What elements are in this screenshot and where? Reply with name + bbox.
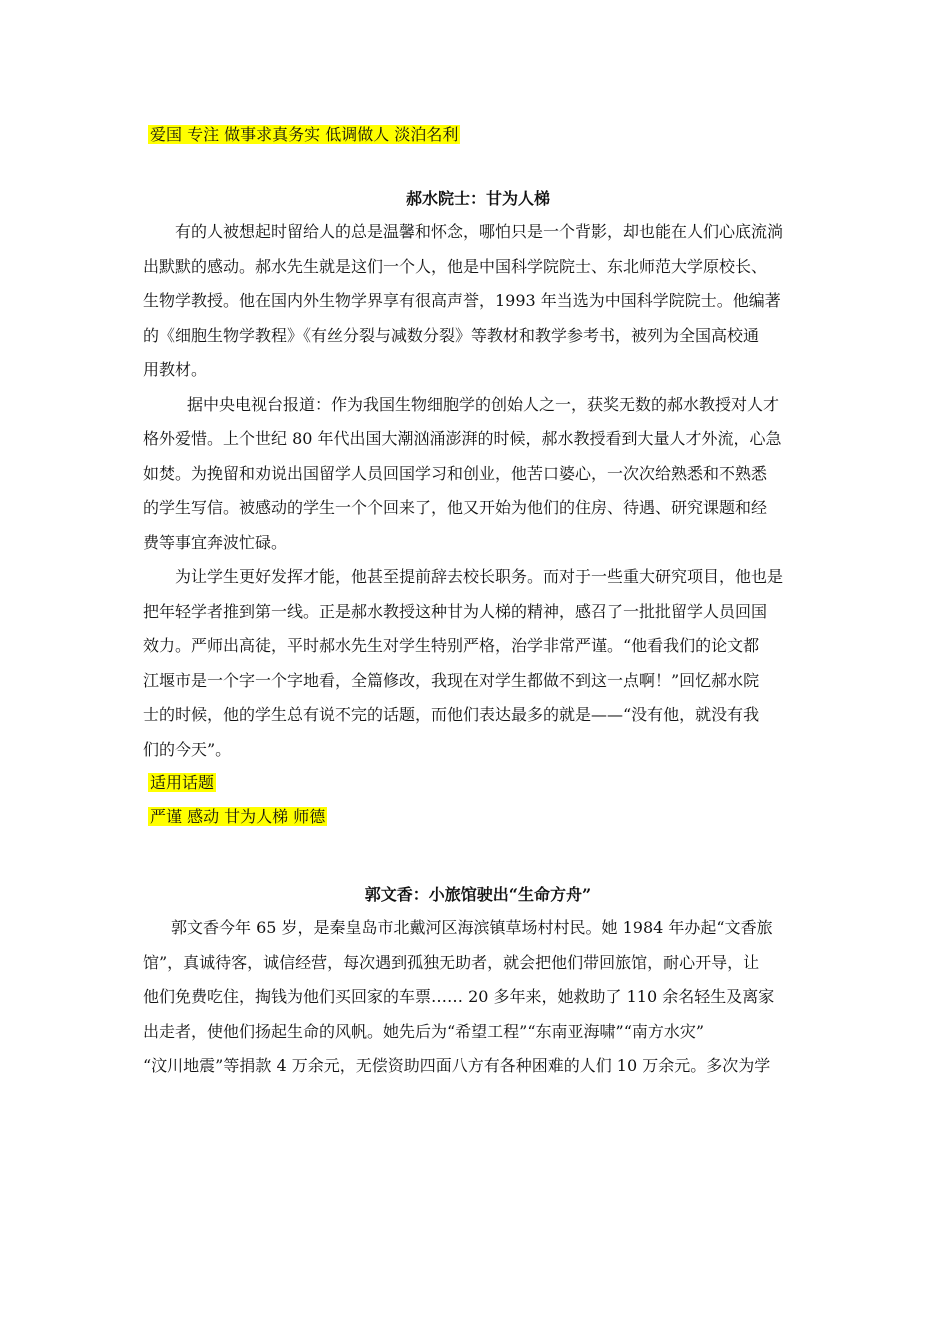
paragraph-line: 他们免费吃住，掏钱为他们买回家的车票…… 20 多年来，她救助了 110 余名轻生及离家 <box>143 987 775 1006</box>
topic-tags: 严谨 感动 甘为人梯 师德 <box>150 807 326 826</box>
article1-title: 郝水院士：甘为人梯 <box>405 189 550 208</box>
top-tags-line <box>148 125 813 145</box>
article2-title: 郭文香：小旅馆驶出“生命方舟” <box>364 885 592 904</box>
topic-label-line <box>148 773 813 793</box>
paragraph-line: “汶川地震”等捐款 4 万余元，无偿资助四面八方有各种困难的人们 10 万余元。多次为学 <box>143 1056 771 1075</box>
topic-label: 适用话题 <box>150 773 215 792</box>
top-tags-highlight: 爱国 专注 做事求真务实 低调做人 淡泊名利 <box>150 125 459 144</box>
article2-paragraph-1 <box>143 911 813 1084</box>
paragraph-line: 士的时候，他的学生总有说不完的话题，而他们表达最多的就是——“没有他，就没有我 <box>143 705 760 724</box>
paragraph-line: 的学生写信。被感动的学生一个个回来了，他又开始为他们的住房、待遇、研究课题和经 <box>143 498 768 517</box>
paragraph-line: 如焚。为挽留和劝说出国留学人员回国学习和创业，他苦口婆心，一次次给熟悉和不熟悉 <box>143 463 768 483</box>
article1-paragraph-1 <box>143 215 813 388</box>
paragraph-line: 有的人被想起时留给人的总是温馨和怀念，哪怕只是一个背影，却也能在人们心底流淌 <box>175 222 784 241</box>
paragraph-line: 郭文香今年 65 岁，是秦皇岛市北戴河区海滨镇草场村村民。她 1984 年办起“文香旅 <box>171 918 773 937</box>
paragraph-line: 馆”，真诚待客，诚信经营，每次遇到孤独无助者，就会把他们带回旅馆，耐心开导，让 <box>143 952 760 972</box>
paragraph-line: 格外爱惜。上个世纪 80 年代出国大潮汹涌澎湃的时候，郝水教授看到大量人才外流，心急 <box>143 429 782 448</box>
paragraph-line: 出默默的感动。郝水先生就是这们一个人，他是中国科学院院士、东北师范大学原校长、 <box>143 256 768 276</box>
paragraph-line: 江堰市是一个字一个字地看，全篇修改，我现在对学生都做不到这一点啊！”回忆郝水院 <box>143 670 760 690</box>
paragraph-line: 把年轻学者推到第一线。正是郝水教授这种甘为人梯的精神，感召了一批批留学人员回国 <box>143 601 768 621</box>
paragraph-line: 用教材。 <box>143 360 208 379</box>
paragraph-line: 的《细胞生物学教程》《有丝分裂与减数分裂》等教材和教学参考书，被列为全国高校通 <box>143 325 760 345</box>
document-content <box>143 125 813 1084</box>
paragraph-line: 们的今天”。 <box>143 739 232 759</box>
article1-paragraph-2 <box>143 388 813 561</box>
topic-tags-line <box>148 807 813 827</box>
article1-paragraph-3 <box>143 560 813 767</box>
paragraph-line: 出走者，使他们扬起生命的风帆。她先后为“希望工程”“东南亚海啸”“南方水灾” <box>143 1021 705 1041</box>
paragraph-line: 为让学生更好发挥才能，他甚至提前辞去校长职务。而对于一些重大研究项目，他也是 <box>175 567 784 586</box>
paragraph-line: 费等事宜奔波忙碌。 <box>143 532 288 552</box>
paragraph-line: 效力。严师出高徒，平时郝水先生对学生特别严格，治学非常严谨。“他看我们的论文都 <box>143 636 760 655</box>
paragraph-line: 生物学教授。他在国内外生物学界享有很高声誉，1993 年当选为中国科学院院士。他编著 <box>143 291 781 310</box>
paragraph-line: 据中央电视台报道：作为我国生物细胞学的创始人之一，获奖无数的郝水教授对人才 <box>187 394 780 414</box>
